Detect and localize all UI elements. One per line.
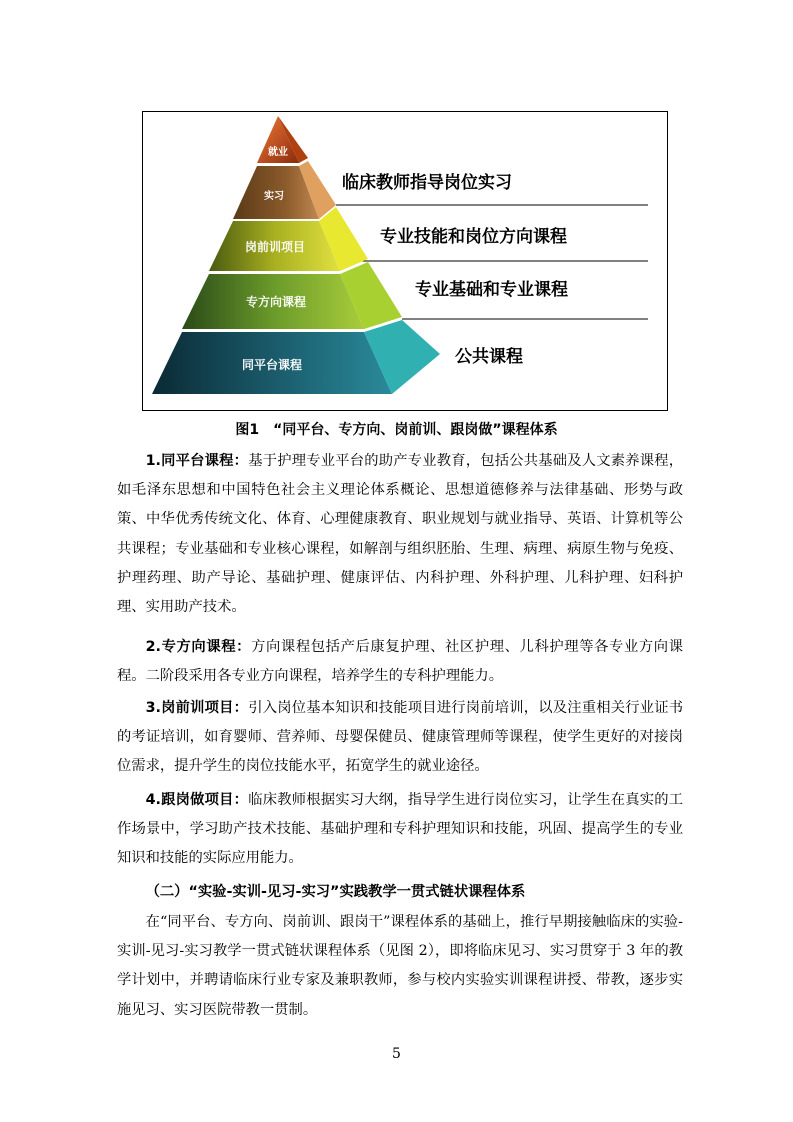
section-body-3: 引入岗位基本知识和技能项目进行岗前培训，以及注重相关行业证书的考证培训，如育婴师、营养师、母婴保健员、健康管理师等课程，使学生更好的对接岗位需求，提升学生的岗位技能水平，拓宽学生的就业途径。 (117, 700, 683, 775)
layer-description-1: 临床教师指导岗位实习 (342, 173, 512, 193)
figure-caption: 图1 “同平台、专方向、岗前训、跟岗做”课程体系 (235, 422, 558, 438)
section-heading-2: （二）“实验-实训-见习-实习”实践教学一贯式链状课程体系 (145, 884, 526, 900)
section-title-1: 1.同平台课程： (145, 453, 249, 469)
section-title-2: 2.专方向课程： (145, 639, 252, 655)
section-paragraph-2 (117, 633, 683, 691)
section-body-4: 临床教师根据实习大纲，指导学生进行岗位实习，让学生在真实的工作场景中，学习助产技术技能、基础护理和专科护理知识和技能，巩固、提高学生的专业知识和技能的实际应用能力。 (117, 792, 683, 867)
section-title-4: 4.跟岗做项目： (145, 792, 249, 808)
section-title-3: 3.岗前训项目： (145, 700, 249, 716)
final-paragraph: 在“同平台、专方向、岗前训、跟岗干”课程体系的基础上，推行早期接触临床的实验-实训-见习-实习教学一贯式链状课程体系（见图 2），即将临床见习、实习贯穿于 3 年的教学计划中，并聘请临床行业专家及兼职教师，参与校内实验实训课程讲授、带教，逐步实施见习、实习医院带教一贯制。 (117, 914, 683, 1018)
page-number: 5 (392, 1046, 401, 1062)
layer-label-gangqianxun: 岗前训项目 (244, 240, 306, 254)
layer-label-jiuye: 就业 (268, 147, 288, 158)
layer-label-shixi: 实习 (264, 191, 284, 202)
layer-description-4: 公共课程 (455, 347, 523, 367)
section-body-1: 基于护理专业平台的助产专业教育，包括公共基础及人文素养课程，如毛泽东思想和中国特色社会主义理论体系概论、思想道德修养与法律基础、形势与政策、中华优秀传统文化、体育、心理健康教育、职业规划与就业指导、英语、计算机等公共课程；专业基础和专业核心课程，如解剖与组织胚胎、生理、病理、病原生物与免疫、护理药理、助产导论、基础护理、健康评估、内科护理、外科护理、儿科护理、妇科护理、实用助产技术。 (117, 453, 683, 616)
layer-description-2: 专业技能和岗位方向课程 (380, 227, 567, 247)
section-body-2: 方向课程包括产后康复护理、社区护理、儿科护理等各专业方向课程。二阶段采用各专业方向课程，培养学生的专科护理能力。 (117, 639, 684, 685)
pyramid-diagram (142, 111, 668, 411)
section-paragraph-1 (117, 447, 683, 622)
layer-label-tongpingtai: 同平台课程 (241, 358, 303, 372)
section-paragraph-4 (117, 786, 683, 874)
section-paragraph-3 (117, 694, 683, 782)
layer-label-zhuanfangxiang: 专方向课程 (245, 295, 307, 309)
layer-description-3: 专业基础和专业课程 (415, 280, 568, 300)
